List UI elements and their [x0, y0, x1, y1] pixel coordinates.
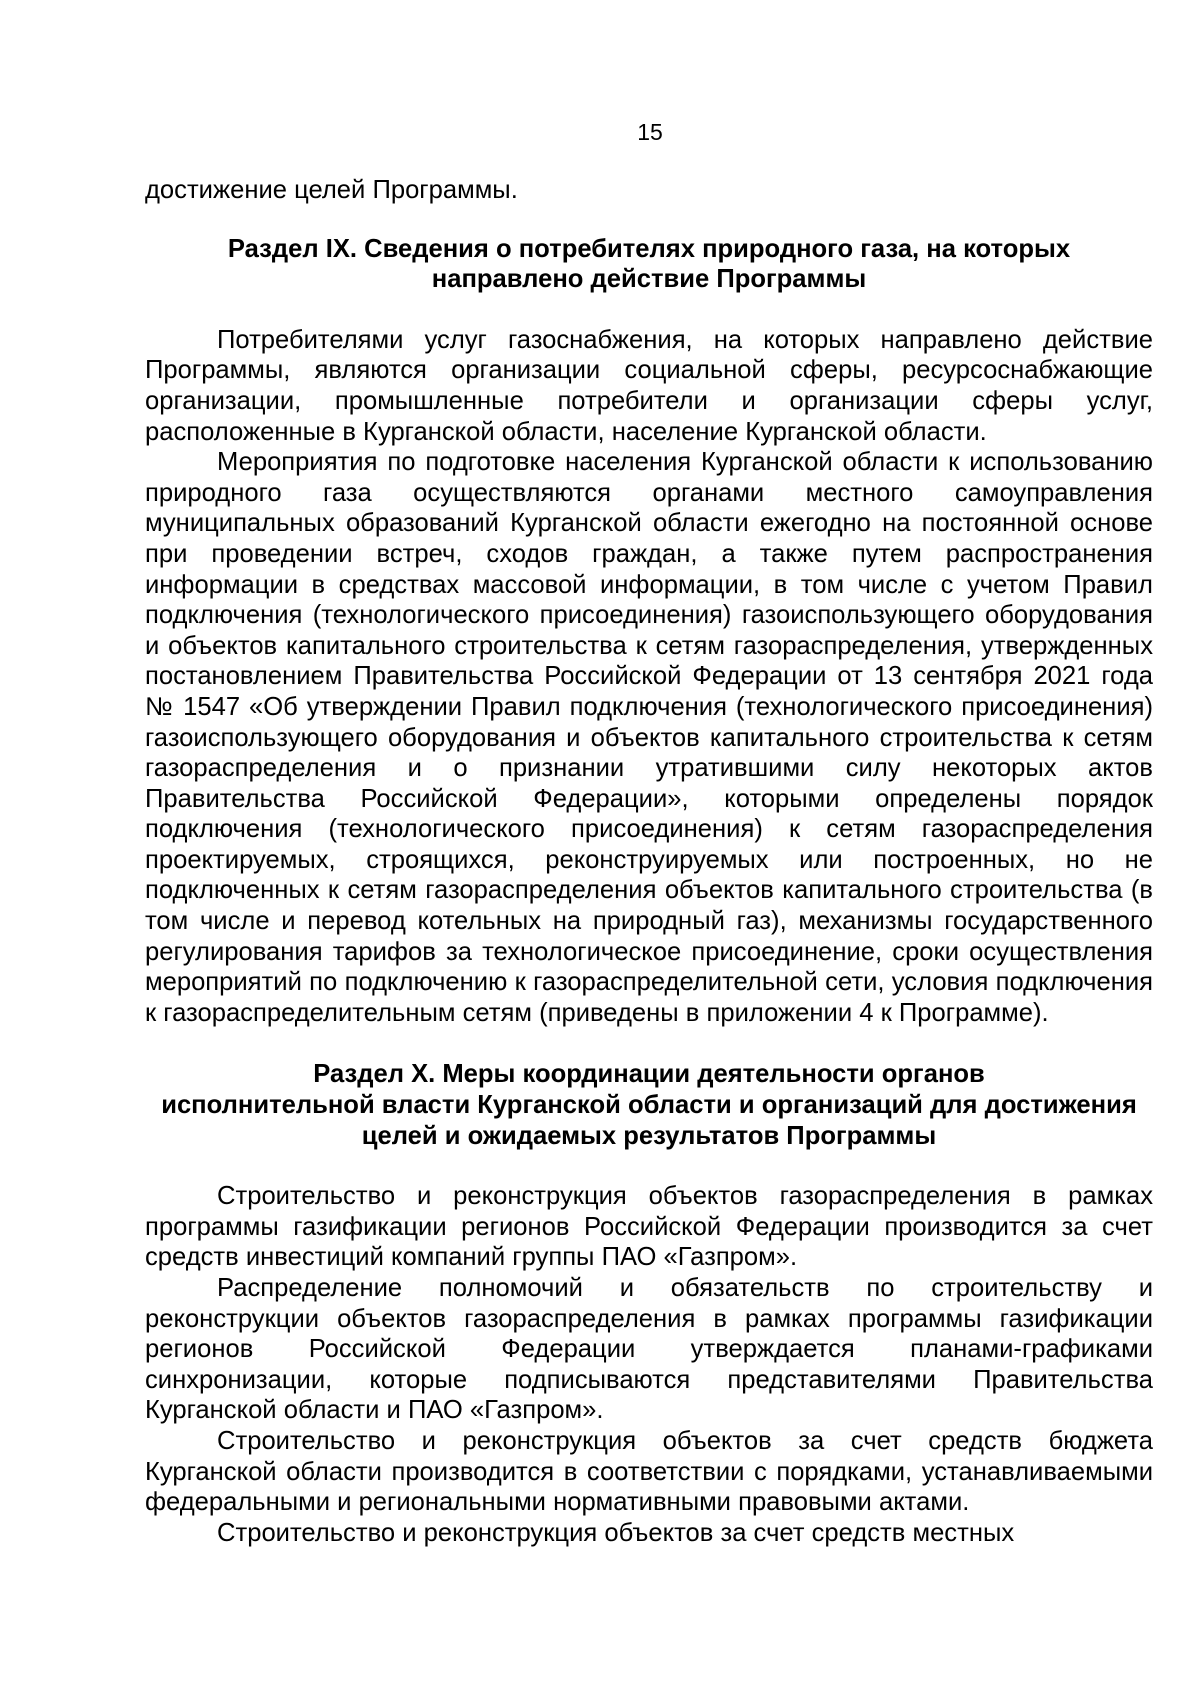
section-10-paragraph: Строительство и реконструкция объектов за счет средств бюджета Курганской области производится в соответствии с порядками, устанавливаемыми федеральными и региональными нормативными правовыми актами.	[145, 1426, 1153, 1517]
document-body	[145, 175, 1153, 1548]
section-9-heading-line: Раздел IX. Сведения о потребителях природного газа, на которых	[227, 234, 1071, 263]
section-9-paragraph: Мероприятия по подготовке населения Курганской области к использованию природного газа осуществляются органами местного самоуправления муниципальных образований Курганской области ежегодно на постоянной основе при проведении встреч, сходов граждан, а также путем распространения информации в средствах массовой информации, в том числе с учетом Правил подключения (технологического присоединения) газоиспользующего оборудования и объектов капитального строительства к сетям газораспределения, утвержденных постановлением Правительства Российской Федерации от 13 сентября 2021 года № 1547 «Об утверждении Правил подключения (технологического присоединения) газоиспользующего оборудования и объектов капитального строительства к сетям газораспределения и о признании утратившими силу некоторых актов Правительства Российской Федерации», которыми определены порядок подключения (технологического присоединения) к сетям газораспределения проектируемых, строящихся, реконструируемых или построенных, но не подключенных к сетям газораспределения объектов капитального строительства (в том числе и перевод котельных на природный газ), механизмы государственного регулирования тарифов за технологическое присоединение, сроки осуществления мероприятий по подключению к газораспределительной сети, условия подключения к газораспределительным сетям (приведены в приложении 4 к Программе).	[145, 448, 1153, 1027]
section-9-heading	[145, 234, 1153, 295]
section-10-paragraph: Строительство и реконструкция объектов за счет средств местных	[217, 1518, 1015, 1547]
section-9-paragraph: Потребителями услуг газоснабжения, на которых направлено действие Программы, являются организации социальной сферы, ресурсоснабжающие организации, промышленные потребители и организации сферы услуг, расположенные в Курганской области, население Курганской области.	[145, 325, 1153, 446]
section-9-heading-line: направлено действие Программы	[431, 265, 867, 294]
section-10-heading	[145, 1059, 1153, 1151]
section-10-heading-line: целей и ожидаемых результатов Программы	[361, 1121, 937, 1150]
section-10-paragraph: Распределение полномочий и обязательств по строительству и реконструкции объектов газораспределения в рамках программы газификации регионов Российской Федерации утверждается планами-графиками синхронизации, которые подписываются представителями Правительства Курганской области и ПАО «Газпром».	[145, 1274, 1153, 1425]
section-10-heading-line: исполнительной власти Курганской области и организаций для достижения	[161, 1091, 1137, 1120]
intro-fragment: достижение целей Программы.	[145, 176, 518, 204]
page-number: 15	[637, 119, 663, 145]
section-10-heading-line: Раздел X. Меры координации деятельности органов	[313, 1060, 985, 1089]
section-10-paragraph: Строительство и реконструкция объектов газораспределения в рамках программы газификации регионов Российской Федерации производится за счет средств инвестиций компаний группы ПАО «Газпром».	[145, 1182, 1153, 1272]
